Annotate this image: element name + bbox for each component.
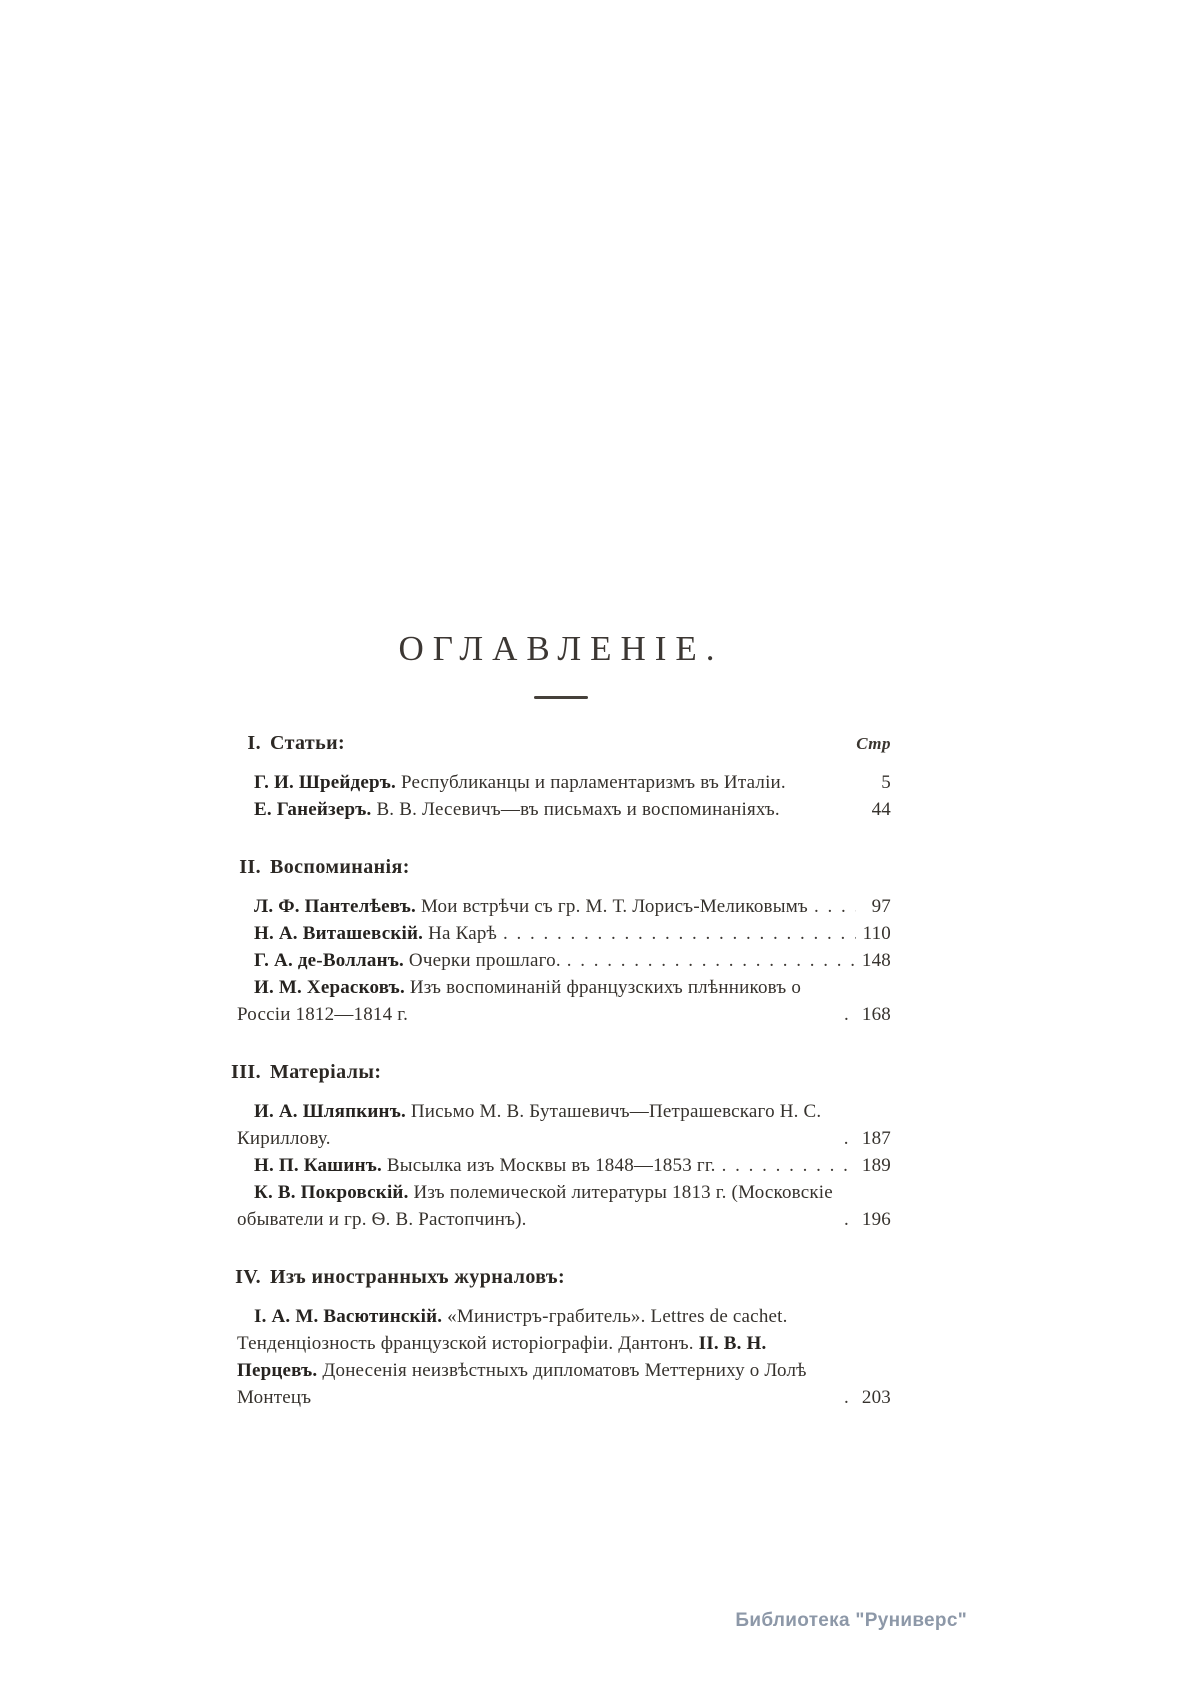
entry-text: [237, 1179, 838, 1233]
page-number: 44: [871, 799, 891, 820]
entries-list: [231, 1098, 891, 1233]
section-heading-row: [231, 854, 891, 881]
entry-author: Г. И. Шрейдеръ.: [254, 772, 396, 793]
dot-leader: [844, 1384, 856, 1411]
entry-text: [237, 1303, 838, 1411]
section-heading: Воспоминанія:: [270, 856, 410, 878]
entry-text: [237, 1098, 838, 1152]
section-heading: Матеріалы:: [270, 1061, 382, 1083]
scanned-page: [231, 0, 891, 1411]
dot-leader: [567, 947, 856, 974]
toc-entry: [237, 893, 891, 920]
entry-title-2: Донесенія неизвѣстныхъ дипломатовъ Меттерниху о Лолѣ Монтецъ: [237, 1360, 807, 1408]
entry-title: В. В. Лесевичъ—въ письмахъ и воспоминаніяхъ.: [376, 799, 780, 820]
page-number: 187: [861, 1128, 891, 1149]
entry-author: І. А. М. Васютинскій.: [254, 1306, 443, 1327]
page-number: 110: [862, 923, 891, 944]
entry-title: Письмо М. В. Буташевичъ—Петрашевскаго Н. С. Кириллову.: [237, 1101, 822, 1149]
page-number: 168: [861, 1004, 891, 1025]
toc-section-foreign-journals: [231, 1264, 891, 1411]
toc-entry: [237, 974, 891, 1028]
entry-text: [237, 974, 838, 1028]
entry-text: [237, 796, 780, 823]
entry-title: Высылка изъ Москвы въ 1848—1853 гг.: [386, 1155, 716, 1176]
entry-title: «Министръ-грабитель». Lettres de cachet. Тенденціозность французской исторіографіи. Дантонъ.: [237, 1306, 788, 1354]
toc-entry: [237, 1098, 891, 1152]
dot-leader: [503, 920, 856, 947]
toc-section-articles: [231, 730, 891, 823]
toc-entry: [237, 1179, 891, 1233]
entries-list: [231, 893, 891, 1028]
section-number: I.: [247, 732, 261, 754]
page-title: ОГЛАВЛЕНІЕ.: [398, 629, 724, 668]
page-number: 97: [871, 896, 891, 917]
entry-author: Г. А. де-Волланъ.: [254, 950, 404, 971]
dot-leader: [844, 1001, 856, 1028]
entry-text: [237, 893, 808, 920]
toc-entry: [237, 1152, 891, 1179]
entry-title: Мои встрѣчи съ гр. М. Т. Лорисъ-Меликовымъ: [420, 896, 808, 917]
dot-leader: [814, 893, 856, 920]
section-number: IV.: [235, 1266, 261, 1288]
entry-text: [237, 920, 497, 947]
section-heading: Статьи:: [270, 732, 346, 754]
entry-text: [237, 1152, 716, 1179]
entry-title: На Карѣ: [428, 923, 498, 944]
toc-entry: [237, 947, 891, 974]
page-number: 196: [861, 1209, 891, 1230]
entry-text: [237, 947, 561, 974]
entries-list: [231, 769, 891, 823]
toc-entry: [237, 769, 891, 796]
section-heading-row: [231, 730, 891, 757]
dot-leader: [722, 1152, 856, 1179]
toc-entry: [237, 1303, 891, 1411]
entry-author: К. В. Покровскій.: [254, 1182, 409, 1203]
dot-leader: [844, 1125, 856, 1152]
title-rule: [534, 696, 588, 699]
toc-section-materials: [231, 1059, 891, 1233]
entry-title: Очерки прошлаго.: [408, 950, 561, 971]
entry-title: Изъ воспоминаній французскихъ плѣнниковъ о Россіи 1812—1814 г.: [237, 977, 802, 1025]
toc-entry: [237, 920, 891, 947]
entry-author-2: II. В. Н. Перцевъ.: [237, 1333, 767, 1381]
page-number: 189: [861, 1155, 891, 1176]
entry-title: Республиканцы и парламентаризмъ въ Италіи.: [400, 772, 786, 793]
page-number: 5: [881, 772, 891, 793]
dot-leader: [844, 1206, 856, 1233]
toc-section-memoirs: [231, 854, 891, 1028]
entry-author: Н. А. Виташевскій.: [254, 923, 424, 944]
entry-author: И. А. Шляпкинъ.: [254, 1101, 406, 1122]
page-column-header: Стр: [856, 734, 891, 753]
library-watermark: Библиотека "Руниверс": [735, 1610, 967, 1631]
toc-entry: [237, 796, 891, 823]
section-heading-row: [231, 1264, 891, 1291]
entry-author: И. М. Херасковъ.: [254, 977, 405, 998]
section-number: III.: [231, 1061, 261, 1083]
entry-author: Н. П. Кашинъ.: [254, 1155, 382, 1176]
entry-author: Л. Ф. Пантелѣевъ.: [254, 896, 416, 917]
section-number: II.: [239, 856, 261, 878]
section-heading: Изъ иностранныхъ журналовъ:: [270, 1266, 566, 1288]
entries-list: [231, 1303, 891, 1411]
page-number: 148: [861, 950, 891, 971]
section-heading-row: [231, 1059, 891, 1086]
entry-author: Е. Ганейзеръ.: [254, 799, 372, 820]
entry-title: Изъ полемической литературы 1813 г. (Московскіе обыватели и гр. Ѳ. В. Растопчинъ).: [237, 1182, 833, 1230]
page-number: 203: [861, 1387, 891, 1408]
entry-text: [237, 769, 786, 796]
